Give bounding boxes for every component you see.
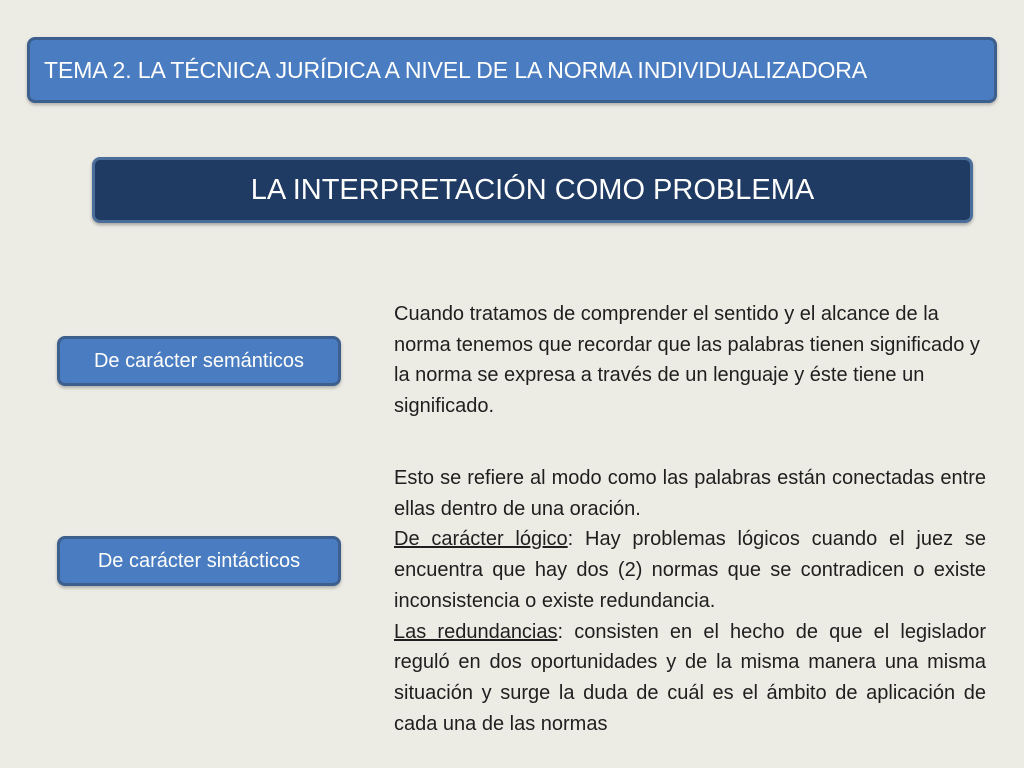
semantic-label-box bbox=[57, 336, 341, 386]
logical-text: : Hay problemas lógicos cuando el juez se encuentra que hay dos (2) normas que se contradicen o existe inconsistencia o existe redundancia. bbox=[394, 528, 986, 612]
redundancy-text: : consisten en el hecho de que el legislador reguló en dos oportunidades y de la misma manera una misma situación y surge la duda de cuál es el ámbito de aplicación de cada una de las normas bbox=[394, 620, 987, 735]
section-banner bbox=[92, 157, 973, 223]
redundancy-paragraph bbox=[394, 617, 986, 740]
syntactic-label-box bbox=[57, 536, 341, 586]
topic-banner bbox=[27, 37, 997, 103]
section-title: LA INTERPRETACIÓN COMO PROBLEMA bbox=[250, 173, 815, 206]
logical-paragraph bbox=[394, 524, 986, 616]
syntactic-label: De carácter sintácticos bbox=[97, 549, 301, 572]
topic-title: TEMA 2. LA TÉCNICA JURÍDICA A NIVEL DE LA NORMA INDIVIDUALIZADORA bbox=[44, 56, 868, 83]
syntactic-description bbox=[394, 463, 986, 739]
logical-term: De carácter lógico bbox=[394, 528, 568, 551]
semantic-text: Cuando tratamos de comprender el sentido y el alcance de la norma tenemos que recordar que las palabras tienen significado y la norma se expresa a través de un lenguaje y éste tiene un significado. bbox=[394, 303, 980, 418]
semantic-description bbox=[394, 299, 986, 422]
syntactic-intro: Esto se refiere al modo como las palabras están conectadas entre ellas dentro de una oración. bbox=[394, 467, 986, 520]
semantic-label: De carácter semánticos bbox=[93, 349, 305, 372]
redundancy-term: Las redundancias bbox=[394, 620, 558, 643]
